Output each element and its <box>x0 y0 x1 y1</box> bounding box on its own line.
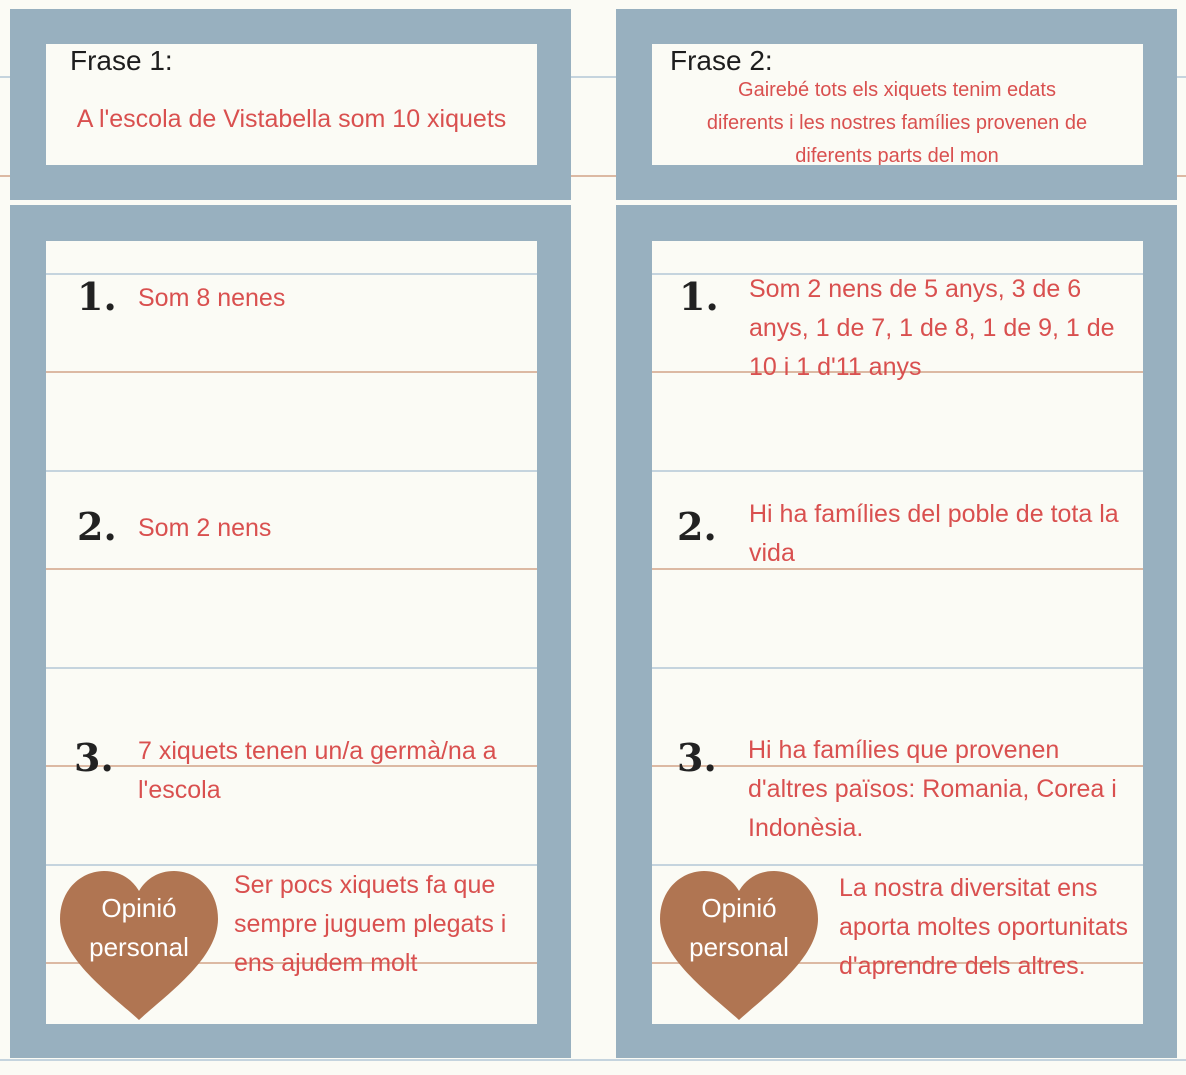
opinion-heart-icon <box>654 867 824 1022</box>
frase-2-text: Gairebé tots els xiquets tenim edats diferents i les nostres famílies provenen de diferents parts del mon <box>706 79 1088 165</box>
item-number: 1. <box>679 274 719 319</box>
heart-label-line1: Opinió <box>701 893 777 923</box>
frase-1-card <box>10 9 571 200</box>
item-number: 3. <box>74 735 114 780</box>
frase-1-panel <box>46 44 537 165</box>
item-text: Som 8 nenes <box>138 284 286 312</box>
item-text: 7 xiquets tenen un/a germà/na a l'escola <box>138 737 497 804</box>
item-number: 2. <box>677 504 717 549</box>
details-2-card <box>616 205 1177 1058</box>
item-number: 3. <box>677 735 717 780</box>
details-1-card <box>10 205 571 1058</box>
details-2-panel <box>652 241 1143 1024</box>
heart-label-line2: personal <box>89 932 189 962</box>
frase-2-card <box>616 9 1177 200</box>
frase-1-label: Frase 1: <box>70 45 173 76</box>
opinion-heart-icon <box>54 867 224 1022</box>
item-text: Som 2 nens de 5 anys, 3 de 6 anys, 1 de 7, 1 de 8, 1 de 9, 1 de 10 i 1 d'11 anys <box>749 275 1115 381</box>
item-number: 1. <box>77 274 117 319</box>
item-number: 2. <box>77 504 117 549</box>
opinion-text: La nostra diversitat ens aporta moltes oportunitats d'aprendre dels altres. <box>839 874 1129 980</box>
heart-label-line1: Opinió <box>101 893 177 923</box>
opinion-text: Ser pocs xiquets fa que sempre juguem plegats i ens ajudem molt <box>234 871 507 977</box>
ruled-line <box>0 1059 1186 1061</box>
frase-2-label: Frase 2: <box>670 45 773 76</box>
item-text: Hi ha famílies que provenen d'altres països: Romania, Corea i Indonèsia. <box>748 736 1117 842</box>
heart-label-line2: personal <box>689 932 789 962</box>
details-1-panel <box>46 241 537 1024</box>
item-text: Hi ha famílies del poble de tota la vida <box>749 500 1119 567</box>
frase-1-text: A l'escola de Vistabella som 10 xiquets <box>76 105 507 133</box>
frase-2-panel <box>652 44 1143 165</box>
item-text: Som 2 nens <box>138 514 272 542</box>
